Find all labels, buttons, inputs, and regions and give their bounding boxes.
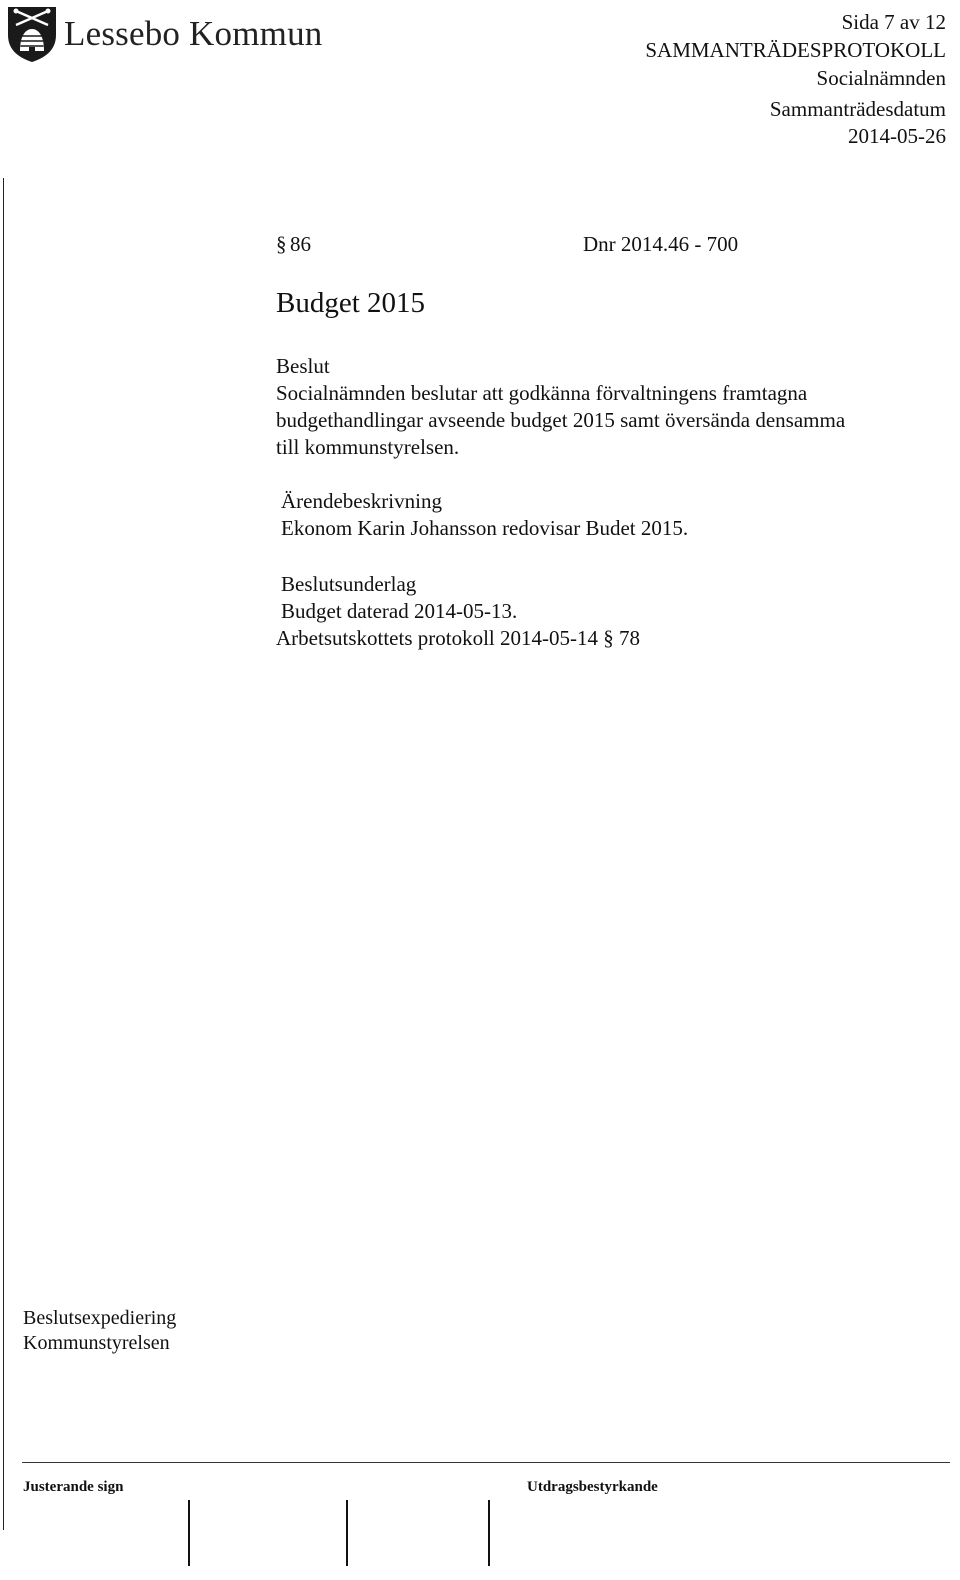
basis-section: [281, 571, 951, 625]
decision-section: [276, 353, 946, 461]
committee-name: Socialnämnden: [816, 66, 946, 90]
section-symbol: §: [276, 232, 287, 256]
description-section: [281, 488, 951, 542]
paragraph-number: 86: [290, 232, 311, 256]
dispatch-section: [23, 1306, 693, 1356]
signature-divider: [346, 1500, 348, 1566]
municipality-logo: [6, 4, 322, 64]
utdragsbestyrkande-label: Utdragsbestyrkande: [527, 1479, 658, 1495]
margin-rule: [3, 178, 4, 1530]
basis-line: Budget daterad 2014-05-13.: [281, 599, 518, 623]
decision-line: Socialnämnden beslutar att godkänna förvaltningens framtagna: [276, 381, 808, 405]
document-type: SAMMANTRÄDESPROTOKOLL: [645, 38, 946, 62]
paragraph-header: [276, 232, 776, 262]
case-number: Dnr 2014.46 - 700: [583, 232, 739, 256]
page-number: Sida 7 av 12: [841, 10, 946, 34]
signature-divider: [188, 1500, 190, 1566]
justerande-sign-label: Justerande sign: [23, 1479, 124, 1495]
basis-heading: Beslutsunderlag: [281, 572, 417, 596]
decision-line: budgethandlingar avseende budget 2015 samt översända densamma: [276, 408, 846, 432]
logo-wordmark: Lessebo Kommun: [64, 14, 323, 53]
description-text: Ekonom Karin Johansson redovisar Budet 2015.: [281, 516, 689, 540]
signature-divider: [488, 1500, 490, 1566]
dispatch-heading: Beslutsexpediering: [23, 1307, 177, 1329]
decision-line: till kommunstyrelsen.: [276, 435, 460, 459]
decision-heading: Beslut: [276, 354, 330, 378]
basis-line-2: Arbetsutskottets protokoll 2014-05-14 § 78: [276, 626, 640, 650]
footer-rule: [22, 1462, 950, 1463]
meeting-date-label: Sammanträdesdatum: [769, 97, 946, 121]
coat-of-arms-icon: [6, 5, 58, 63]
description-heading: Ärendebeskrivning: [281, 489, 442, 513]
item-title: Budget 2015: [276, 287, 426, 319]
meeting-date: 2014-05-26: [848, 124, 946, 148]
dispatch-recipient: Kommunstyrelsen: [23, 1332, 170, 1354]
